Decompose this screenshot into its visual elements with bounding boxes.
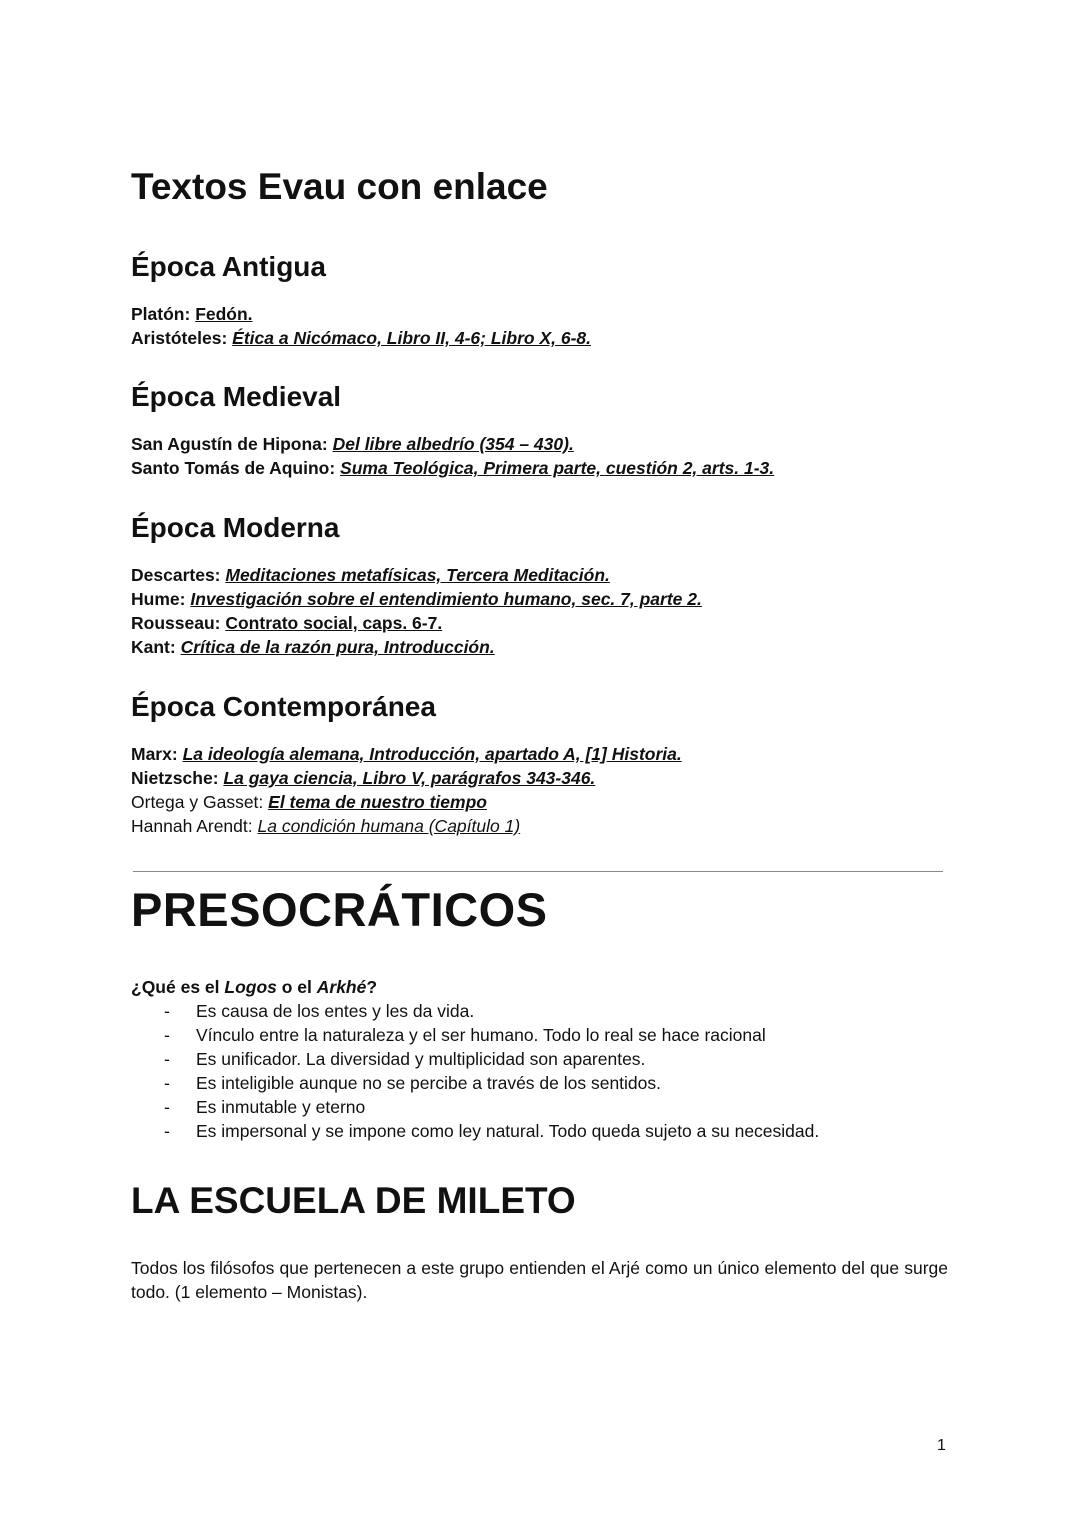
section-heading: Época Antigua <box>131 251 326 282</box>
author-label: Aristóteles: <box>131 328 228 348</box>
page-number: 1 <box>937 1437 946 1454</box>
list-item-text: Es causa de los entes y les da vida. <box>196 1001 475 1021</box>
text-entry <box>131 766 951 790</box>
presocraticos-heading: PRESOCRÁTICOS <box>131 883 548 936</box>
list-item <box>131 1071 951 1095</box>
author-label: Kant: <box>131 637 176 657</box>
text-link[interactable]: La condición humana (Capítulo 1) <box>257 816 521 836</box>
list-item-text: Vínculo entre la naturaleza y el ser humano. Todo lo real se hace racional <box>196 1025 766 1045</box>
question-logos: Logos <box>224 977 277 997</box>
dash-bullet: - <box>164 1121 170 1141</box>
text-link[interactable]: Ética a Nicómaco, Libro II, 4-6; Libro X, 6-8. <box>232 328 591 348</box>
author-label: Descartes: <box>131 565 221 585</box>
section-epoca-antigua <box>131 250 951 350</box>
text-link[interactable]: Investigación sobre el entendimiento humano, sec. 7, parte 2. <box>190 589 702 609</box>
list-item <box>131 1095 951 1119</box>
text-link[interactable]: Contrato social, caps. 6-7. <box>225 613 443 633</box>
question-text: ¿Qué es el <box>131 977 225 997</box>
list-item <box>131 999 951 1023</box>
section-epoca-contemporanea <box>131 690 951 838</box>
dash-bullet: - <box>164 1001 170 1021</box>
section-epoca-medieval <box>131 380 951 480</box>
author-label: Santo Tomás de Aquino: <box>131 458 336 478</box>
text-entry <box>131 635 951 659</box>
author-label: Hume: <box>131 589 186 609</box>
author-label: Marx: <box>131 744 178 764</box>
text-entry <box>131 432 951 456</box>
document-title: Textos Evau con enlace <box>131 166 548 207</box>
question-text: ? <box>366 977 378 997</box>
text-entry <box>131 587 951 611</box>
dash-bullet: - <box>164 1073 170 1093</box>
text-link[interactable]: Fedón. <box>195 304 253 324</box>
logos-question <box>131 975 377 999</box>
text-link[interactable]: La gaya ciencia, Libro V, parágrafos 343-346. <box>223 768 596 788</box>
text-entry <box>131 611 951 635</box>
section-heading: Época Moderna <box>131 512 340 543</box>
list-item-text: Es impersonal y se impone como ley natural. Todo queda sujeto a su necesidad. <box>196 1121 820 1141</box>
list-item-text: Es inmutable y eterno <box>196 1097 366 1117</box>
mileto-heading: LA ESCUELA DE MILETO <box>131 1180 576 1221</box>
section-heading: Época Contemporánea <box>131 691 436 722</box>
text-link[interactable]: El tema de nuestro tiempo <box>268 792 487 812</box>
question-text: o el <box>276 977 317 997</box>
list-item-text: Es unificador. La diversidad y multiplicidad son aparentes. <box>196 1049 646 1069</box>
text-link[interactable]: Suma Teológica, Primera parte, cuestión 2, arts. 1-3. <box>340 458 775 478</box>
text-entry <box>131 302 951 326</box>
author-label: Ortega y Gasset: <box>131 792 264 812</box>
text-link[interactable]: Crítica de la razón pura, Introducción. <box>180 637 495 657</box>
text-entry <box>131 742 951 766</box>
text-entry <box>131 790 951 814</box>
text-link[interactable]: Del libre albedrío (354 – 430). <box>332 434 574 454</box>
list-item <box>131 1047 951 1071</box>
author-label: San Agustín de Hipona: <box>131 434 328 454</box>
author-label: Hannah Arendt: <box>131 816 253 836</box>
text-entry <box>131 456 951 480</box>
section-epoca-moderna <box>131 511 951 659</box>
dash-bullet: - <box>164 1049 170 1069</box>
text-entry <box>131 563 951 587</box>
list-item <box>131 1119 951 1143</box>
horizontal-divider <box>133 871 943 872</box>
mileto-paragraph: Todos los filósofos que pertenecen a este grupo entienden el Arjé como un único elemento del que surge todo. (1 elemento – Monistas). <box>131 1257 948 1302</box>
list-item <box>131 1023 951 1047</box>
section-heading: Época Medieval <box>131 381 342 412</box>
text-entry <box>131 814 951 838</box>
dash-bullet: - <box>164 1097 170 1117</box>
text-entry <box>131 326 951 350</box>
author-label: Rousseau: <box>131 613 221 633</box>
logos-characteristics-list <box>131 999 951 1143</box>
author-label: Platón: <box>131 304 191 324</box>
dash-bullet: - <box>164 1025 170 1045</box>
author-label: Nietzsche: <box>131 768 219 788</box>
list-item-text: Es inteligible aunque no se percibe a través de los sentidos. <box>196 1073 662 1093</box>
text-link[interactable]: Meditaciones metafísicas, Tercera Meditación. <box>225 565 610 585</box>
question-arkhe: Arkhé <box>316 977 367 997</box>
text-link[interactable]: La ideología alemana, Introducción, apartado A, [1] Historia. <box>182 744 682 764</box>
